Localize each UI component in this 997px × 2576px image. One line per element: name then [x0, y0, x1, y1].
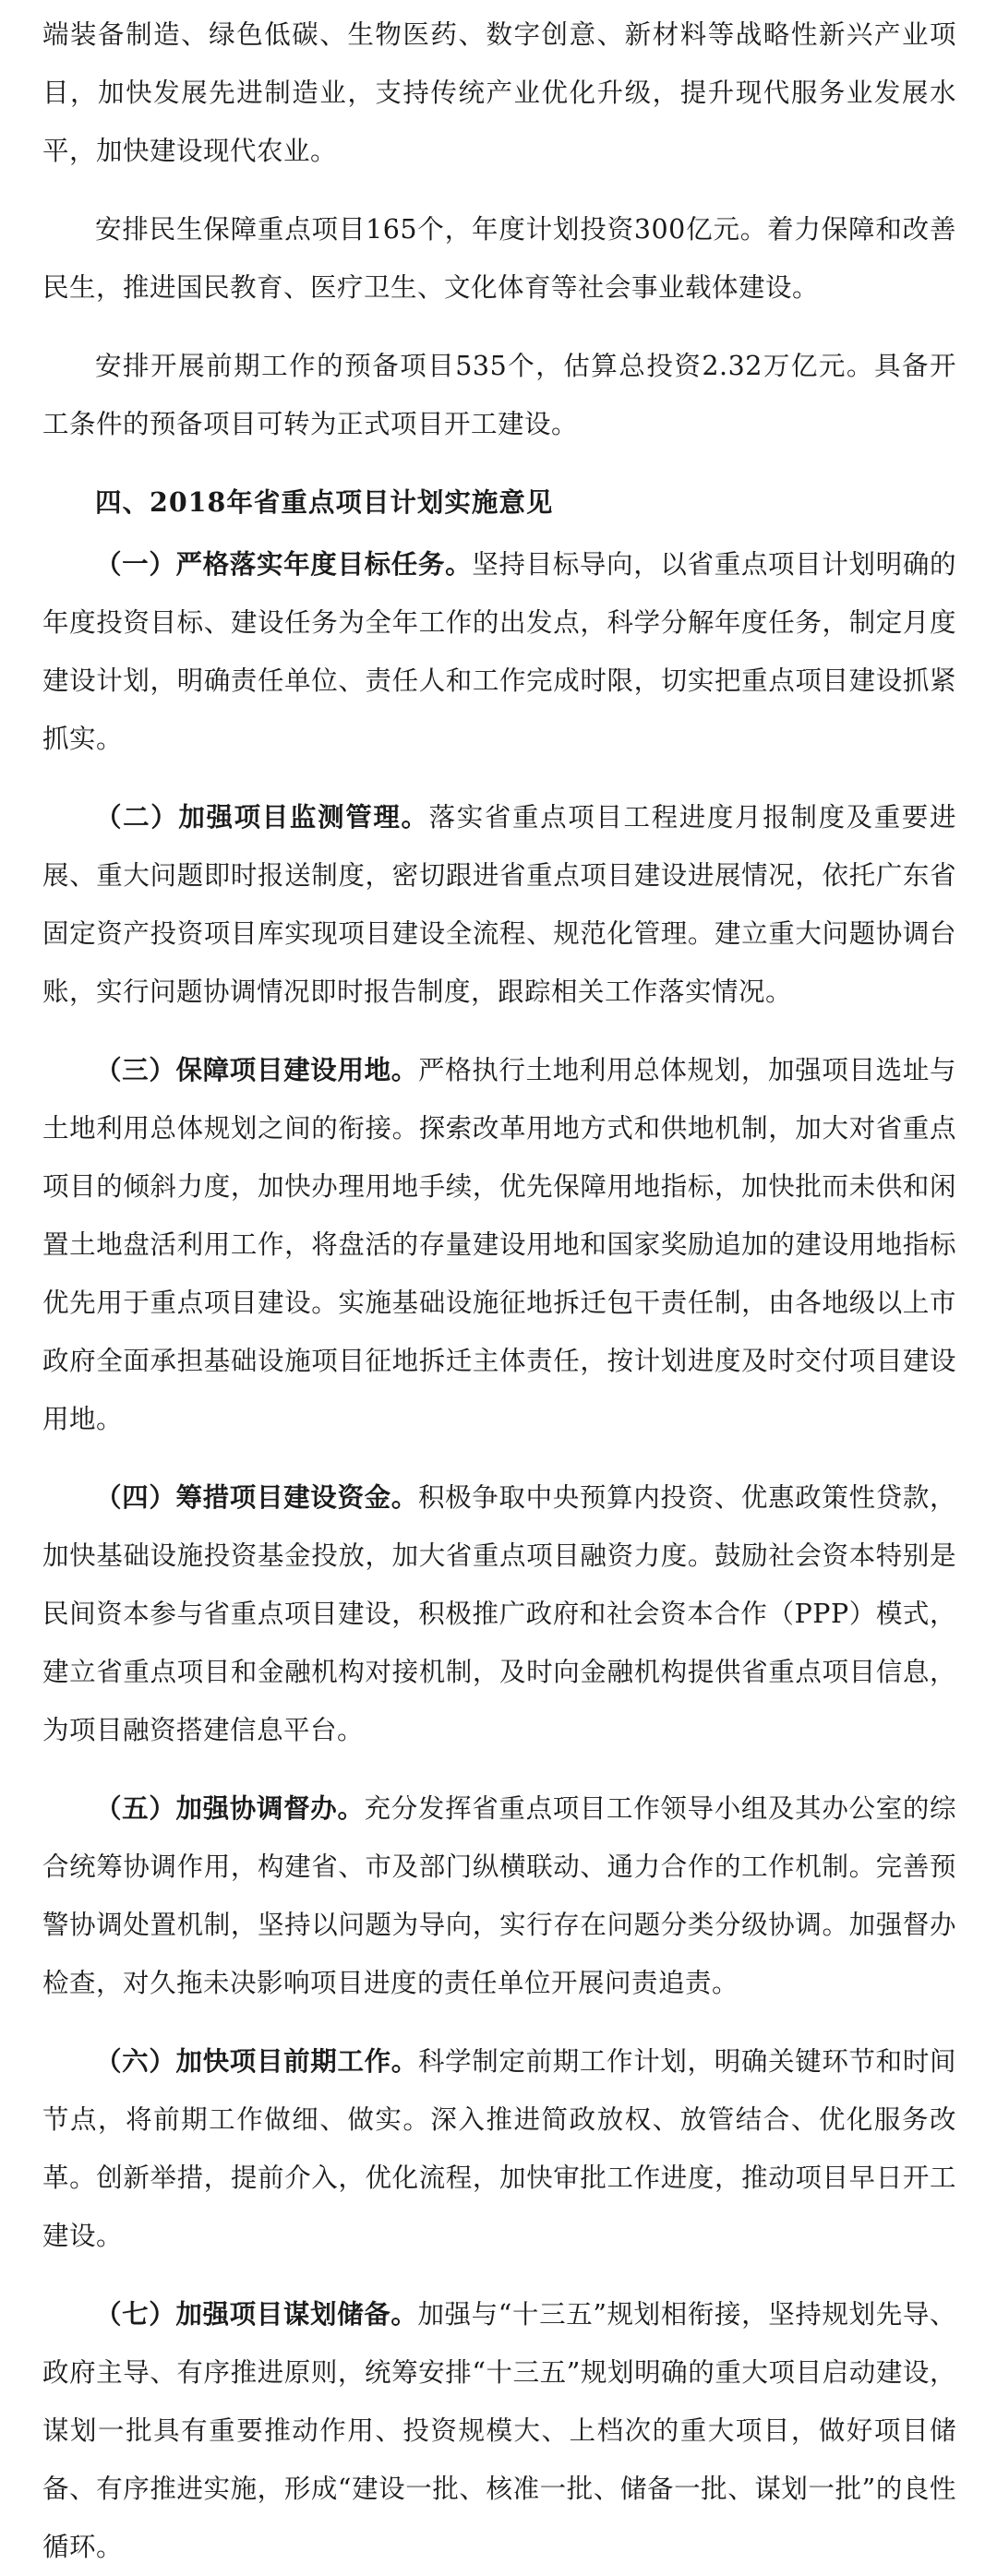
section-heading: 四、2018年省重点项目计划实施意见: [95, 486, 554, 518]
item-preliminary-work: [42, 2032, 956, 2265]
item-project-planning: [42, 2285, 956, 2576]
item-lead: （二）加强项目监测管理。: [95, 802, 429, 833]
item-annual-targets: [42, 535, 956, 768]
item-lead: （一）严格落实年度目标任务。: [95, 549, 473, 580]
paragraph-text: 端装备制造、绿色低碳、生物医药、数字创意、新材料等战略性新兴产业项目，加快发展先进制造业，支持传统产业优化升级，提升现代服务业发展水平，加快建设现代农业。: [42, 19, 956, 166]
item-lead: （七）加强项目谋划储备。: [95, 2299, 418, 2330]
item-lead: （五）加强协调督办。: [95, 1793, 365, 1824]
item-lead: （四）筹措项目建设资金。: [95, 1482, 418, 1513]
paragraph-livelihood-projects: [42, 200, 956, 317]
item-text: 落实省重点项目工程进度月报制度及重要进展、重大问题即时报送制度，密切跟进省重点项目建设进展情况，依托广东省固定资产投资项目库实现项目建设全流程、规范化管理。建立重大问题协调台账，实行问题协调情况即时报告制度，跟踪相关工作落实情况。: [42, 802, 956, 1007]
item-text: 坚持目标导向，以省重点项目计划明确的年度投资目标、建设任务为全年工作的出发点，科学分解年度任务，制定月度建设计划，明确责任单位、责任人和工作完成时限，切实把重点项目建设抓紧抓实。: [42, 549, 956, 754]
item-lead: （三）保障项目建设用地。: [95, 1055, 418, 1085]
paragraph-reserve-projects: [42, 337, 956, 453]
item-funding: [42, 1468, 956, 1759]
paragraph-text: 安排开展前期工作的预备项目535个，估算总投资2.32万亿元。具备开工条件的预备项目可转为正式项目开工建设。: [42, 351, 956, 439]
item-text: 科学制定前期工作计划，明确关键环节和时间节点，将前期工作做细、做实。深入推进简政放权、放管结合、优化服务改革。创新举措，提前介入，优化流程，加快审批工作进度，推动项目早日开工建设。: [42, 2046, 956, 2251]
item-text: 积极争取中央预算内投资、优惠政策性贷款，加快基础设施投资基金投放，加大省重点项目融资力度。鼓励社会资本特别是民间资本参与省重点项目建设，积极推广政府和社会资本合作（PPP）模式，建立省重点项目和金融机构对接机制，及时向金融机构提供省重点项目信息，为项目融资搭建信息平台。: [42, 1482, 956, 1745]
item-monitoring: [42, 788, 956, 1021]
paragraph-industry-projects: [42, 6, 956, 180]
item-text: 加强与“十三五”规划相衔接，坚持规划先导、政府主导、有序推进原则，统筹安排“十三五”规划明确的重大项目启动建设，谋划一批具有重要推动作用、投资规模大、上档次的重大项目，做好项目储备、有序推进实施，形成“建设一批、核准一批、储备一批、谋划一批”的良性循环。: [42, 2299, 956, 2562]
item-land-use: [42, 1041, 956, 1448]
item-text: 充分发挥省重点项目工作领导小组及其办公室的综合统筹协调作用，构建省、市及部门纵横联动、通力合作的工作机制。完善预警协调处置机制，坚持以问题为导向，实行存在问题分类分级协调。加强督办检查，对久拖未决影响项目进度的责任单位开展问责追责。: [42, 1793, 956, 1998]
paragraph-text: 安排民生保障重点项目165个，年度计划投资300亿元。着力保障和改善民生，推进国民教育、医疗卫生、文化体育等社会事业载体建设。: [42, 214, 956, 303]
item-lead: （六）加快项目前期工作。: [95, 2046, 418, 2077]
item-text: 严格执行土地利用总体规划，加强项目选址与土地利用总体规划之间的衔接。探索改革用地方式和供地机制，加大对省重点项目的倾斜力度，加快办理用地手续，优先保障用地指标，加快批而未供和闲置土地盘活利用工作，将盘活的存量建设用地和国家奖励追加的建设用地指标优先用于重点项目建设。实施基础设施征地拆迁包干责任制，由各地级以上市政府全面承担基础设施项目征地拆迁主体责任，按计划进度及时交付项目建设用地。: [42, 1055, 956, 1434]
item-coordination: [42, 1779, 956, 2012]
